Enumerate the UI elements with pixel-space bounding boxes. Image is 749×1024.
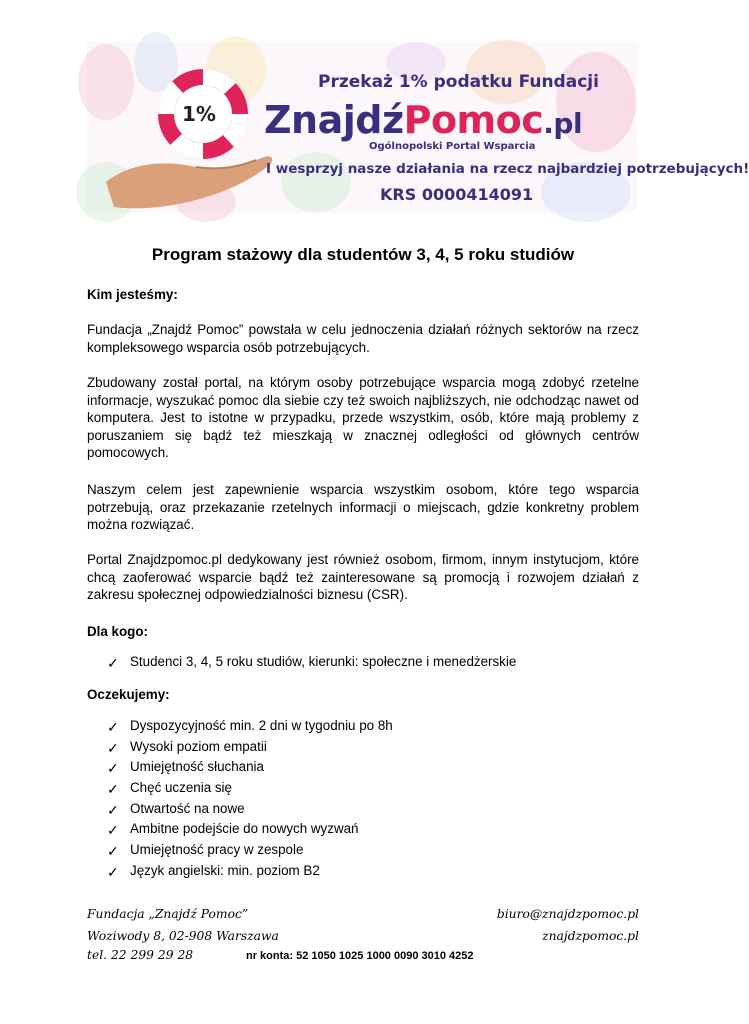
- checkmark-icon: ✓: [107, 801, 119, 818]
- section-heading-who: Kim jesteśmy:: [87, 287, 178, 302]
- footer-account: nr konta: 52 1050 1025 1000 0090 3010 4252: [246, 950, 474, 962]
- list-item: ✓ Dyspozycyjność min. 2 dni w tygodniu po 8h: [107, 716, 627, 737]
- footer-website[interactable]: znajdzpomoc.pl: [542, 929, 639, 943]
- banner-subtitle: Ogólnopolski Portal Wsparcia: [369, 141, 536, 152]
- checkmark-icon: ✓: [107, 655, 119, 671]
- banner-krs: KRS 0000414091: [380, 185, 534, 204]
- checkmark-icon: ✓: [107, 760, 119, 777]
- list-item: ✓ Umiejętność słuchania: [107, 757, 627, 778]
- paragraph-csr: Portal Znajdzpomoc.pl dedykowany jest również osobom, firmom, innym instytucjom, które chcą zaoferować wsparcie bądź też zainteresowane są promocją i rozwojem działań z zakresu społecznej odpowiedzialności biznesu (CSR).: [87, 552, 639, 602]
- footer-address: Woziwody 8, 02-908 Warszawa: [87, 929, 279, 943]
- checkmark-icon: ✓: [107, 843, 119, 860]
- checkmark-icon: ✓: [107, 781, 119, 798]
- list-item: ✓ Wysoki poziom empatii: [107, 737, 627, 758]
- checkmark-icon: ✓: [107, 719, 119, 735]
- paragraph-goal: Naszym celem jest zapewnienie wsparcia wszystkim osobom, które tego wsparcia potrzebują, oraz przekazanie rzetelnych informacji o miejscach, gdzie konkretny problem można rozwiązać.: [87, 482, 639, 532]
- brand-part2: Pomoc: [403, 98, 544, 142]
- checkmark-icon: ✓: [107, 739, 119, 756]
- page-title: Program stażowy dla studentów 3, 4, 5 roku studiów: [151, 245, 575, 264]
- list-item: ✓ Język angielski: min. poziom B2: [107, 861, 627, 882]
- list-item: ✓ Otwartość na nowe: [107, 799, 627, 820]
- checkmark-icon: ✓: [107, 863, 119, 880]
- checkmark-icon: ✓: [107, 822, 119, 839]
- header-banner: [86, 42, 749, 213]
- for-list: [107, 652, 627, 673]
- footer-email[interactable]: biuro@znajdzpomoc.pl: [496, 907, 639, 921]
- expect-list: [107, 716, 627, 882]
- section-heading-expect: Oczekujemy:: [87, 687, 170, 702]
- list-item: ✓ Ambitne podejście do nowych wyzwań: [107, 819, 627, 840]
- list-item: ✓ Umiejętność pracy w zespole: [107, 840, 627, 861]
- brand-part1: Znajdź: [264, 98, 404, 142]
- footer-org: Fundacja „Znajdź Pomoc”: [87, 907, 249, 921]
- paragraph-portal: Zbudowany został portal, na którym osoby potrzebujące wsparcia mogą zdobyć rzetelne informacje, wyszukać pomoc dla siebie czy też swoich najbliższych, nie odchodząc nawet od komputera. Jest to istotne w przypadku, przede wszystkim, osób, które mają problemy z poruszaniem się bądź też mieszkają w znacznej odległości od głównych centrów pomocowych.: [87, 375, 639, 460]
- list-item: ✓ Chęć uczenia się: [107, 778, 627, 799]
- banner-support-line: I wesprzyj nasze działania na rzecz najbardziej potrzebujących!: [266, 161, 749, 177]
- footer-phone: tel. 22 299 29 28: [87, 948, 194, 962]
- section-heading-for: Dla kogo:: [87, 624, 149, 639]
- banner-tagline: Przekaż 1% podatku Fundacji: [318, 72, 599, 92]
- ring-percent-label: 1%: [182, 102, 216, 126]
- brand-suffix: .pl: [543, 107, 583, 140]
- brand-logo: [264, 98, 582, 142]
- paragraph-intro: Fundacja „Znajdź Pomoc” powstała w celu jednoczenia działań różnych sektorów na rzecz kompleksowego wsparcia osób potrzebujących.: [87, 322, 639, 355]
- list-item: ✓ Studenci 3, 4, 5 roku studiów, kierunki: społeczne i menedżerskie: [107, 652, 627, 673]
